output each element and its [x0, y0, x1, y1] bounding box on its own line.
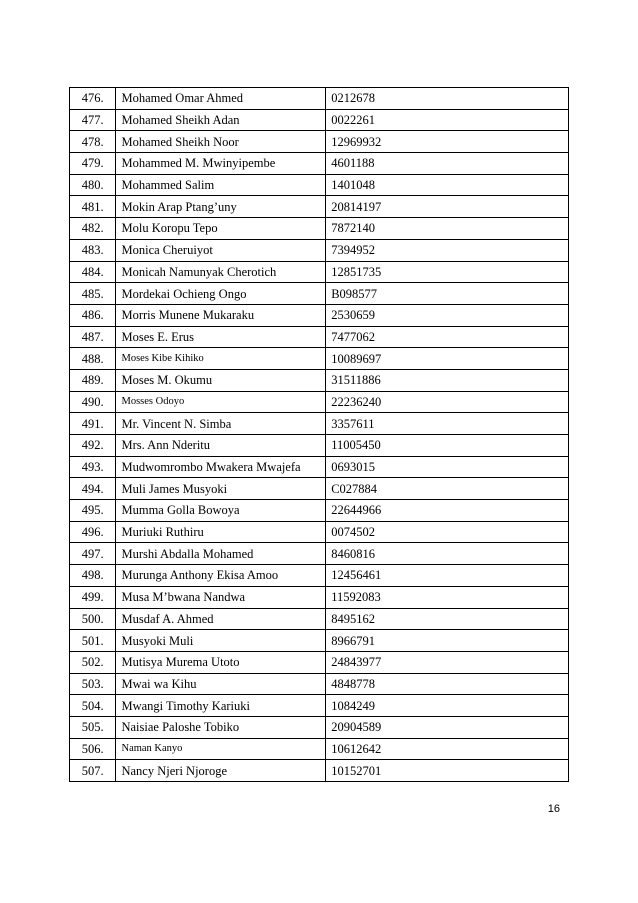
- person-name: Mordekai Ochieng Ongo: [116, 283, 326, 305]
- id-number: 8460816: [326, 543, 569, 565]
- id-number: 11005450: [326, 435, 569, 457]
- person-name: Mohamed Sheikh Adan: [116, 109, 326, 131]
- person-name: Mrs. Ann Nderitu: [116, 435, 326, 457]
- person-name: Monicah Namunyak Cherotich: [116, 261, 326, 283]
- table-row: [70, 283, 569, 305]
- table-row: [70, 651, 569, 673]
- row-number: 499.: [70, 586, 116, 608]
- person-name: Mumma Golla Bowoya: [116, 500, 326, 522]
- id-number: 1401048: [326, 174, 569, 196]
- id-number: 22236240: [326, 391, 569, 413]
- table-row: [70, 738, 569, 760]
- person-name: Muriuki Ruthiru: [116, 521, 326, 543]
- row-number: 487.: [70, 326, 116, 348]
- table-row: [70, 109, 569, 131]
- person-name: Moses Kibe Kihiko: [116, 348, 326, 370]
- person-name: Mokin Arap Ptang’uny: [116, 196, 326, 218]
- id-number: 0074502: [326, 521, 569, 543]
- id-number: 4601188: [326, 153, 569, 175]
- row-number: 493.: [70, 456, 116, 478]
- table-row: [70, 304, 569, 326]
- id-number: 22644966: [326, 500, 569, 522]
- row-number: 478.: [70, 131, 116, 153]
- row-number: 483.: [70, 239, 116, 261]
- id-number: 0212678: [326, 88, 569, 110]
- table-row: [70, 391, 569, 413]
- row-number: 490.: [70, 391, 116, 413]
- person-name: Moses M. Okumu: [116, 369, 326, 391]
- id-number: 12969932: [326, 131, 569, 153]
- id-number: 10612642: [326, 738, 569, 760]
- row-number: 491.: [70, 413, 116, 435]
- person-name: Mohamed Omar Ahmed: [116, 88, 326, 110]
- row-number: 485.: [70, 283, 116, 305]
- row-number: 481.: [70, 196, 116, 218]
- person-name: Mwangi Timothy Kariuki: [116, 695, 326, 717]
- person-name: Nancy Njeri Njoroge: [116, 760, 326, 782]
- person-name: Muli James Musyoki: [116, 478, 326, 500]
- id-number: 20904589: [326, 716, 569, 738]
- row-number: 484.: [70, 261, 116, 283]
- person-name: Murshi Abdalla Mohamed: [116, 543, 326, 565]
- id-number: 12456461: [326, 565, 569, 587]
- id-number: 11592083: [326, 586, 569, 608]
- table-row: [70, 131, 569, 153]
- person-name: Musdaf A. Ahmed: [116, 608, 326, 630]
- name-id-table: [69, 87, 569, 782]
- table-row: [70, 521, 569, 543]
- row-number: 489.: [70, 369, 116, 391]
- id-number: 2530659: [326, 304, 569, 326]
- table-row: [70, 543, 569, 565]
- person-name: Mwai wa Kihu: [116, 673, 326, 695]
- table-row: [70, 261, 569, 283]
- row-number: 498.: [70, 565, 116, 587]
- table-row: [70, 174, 569, 196]
- person-name: Mosses Odoyo: [116, 391, 326, 413]
- id-number: 4848778: [326, 673, 569, 695]
- table-row: [70, 630, 569, 652]
- id-number: 0693015: [326, 456, 569, 478]
- id-number: 10089697: [326, 348, 569, 370]
- table-row: [70, 695, 569, 717]
- id-number: C027884: [326, 478, 569, 500]
- table-row: [70, 348, 569, 370]
- table-row: [70, 586, 569, 608]
- id-number: 8966791: [326, 630, 569, 652]
- id-number: 12851735: [326, 261, 569, 283]
- row-number: 506.: [70, 738, 116, 760]
- table-row: [70, 760, 569, 782]
- table-row: [70, 153, 569, 175]
- table-row: [70, 88, 569, 110]
- person-name: Mutisya Murema Utoto: [116, 651, 326, 673]
- row-number: 482.: [70, 218, 116, 240]
- id-number: 1084249: [326, 695, 569, 717]
- row-number: 476.: [70, 88, 116, 110]
- row-number: 488.: [70, 348, 116, 370]
- row-number: 507.: [70, 760, 116, 782]
- row-number: 501.: [70, 630, 116, 652]
- id-number: 3357611: [326, 413, 569, 435]
- table-row: [70, 413, 569, 435]
- id-number: 20814197: [326, 196, 569, 218]
- table-row: [70, 608, 569, 630]
- person-name: Musa M’bwana Nandwa: [116, 586, 326, 608]
- row-number: 479.: [70, 153, 116, 175]
- page-number: 16: [547, 803, 560, 815]
- person-name: Mohammed Salim: [116, 174, 326, 196]
- row-number: 492.: [70, 435, 116, 457]
- row-number: 503.: [70, 673, 116, 695]
- id-number: B098577: [326, 283, 569, 305]
- row-number: 495.: [70, 500, 116, 522]
- table-row: [70, 716, 569, 738]
- id-number: 7477062: [326, 326, 569, 348]
- id-number: 10152701: [326, 760, 569, 782]
- table-row: [70, 435, 569, 457]
- row-number: 477.: [70, 109, 116, 131]
- person-name: Mohammed M. Mwinyipembe: [116, 153, 326, 175]
- table-row: [70, 565, 569, 587]
- table-row: [70, 673, 569, 695]
- person-name: Musyoki Muli: [116, 630, 326, 652]
- row-number: 505.: [70, 716, 116, 738]
- table-row: [70, 500, 569, 522]
- table-row: [70, 326, 569, 348]
- id-number: 7872140: [326, 218, 569, 240]
- person-name: Morris Munene Mukaraku: [116, 304, 326, 326]
- person-name: Molu Koropu Tepo: [116, 218, 326, 240]
- row-number: 497.: [70, 543, 116, 565]
- id-number: 24843977: [326, 651, 569, 673]
- id-number: 31511886: [326, 369, 569, 391]
- person-name: Moses E. Erus: [116, 326, 326, 348]
- id-number: 8495162: [326, 608, 569, 630]
- row-number: 496.: [70, 521, 116, 543]
- table-row: [70, 218, 569, 240]
- id-number: 7394952: [326, 239, 569, 261]
- row-number: 500.: [70, 608, 116, 630]
- table-row: [70, 456, 569, 478]
- row-number: 486.: [70, 304, 116, 326]
- row-number: 494.: [70, 478, 116, 500]
- id-number: 0022261: [326, 109, 569, 131]
- row-number: 504.: [70, 695, 116, 717]
- row-number: 480.: [70, 174, 116, 196]
- person-name: Mudwomrombo Mwakera Mwajefa: [116, 456, 326, 478]
- person-name: Mohamed Sheikh Noor: [116, 131, 326, 153]
- table-row: [70, 478, 569, 500]
- table-row: [70, 369, 569, 391]
- table-row: [70, 196, 569, 218]
- person-name: Naman Kanyo: [116, 738, 326, 760]
- person-name: Mr. Vincent N. Simba: [116, 413, 326, 435]
- person-name: Naisiae Paloshe Tobiko: [116, 716, 326, 738]
- person-name: Monica Cheruiyot: [116, 239, 326, 261]
- person-name: Murunga Anthony Ekisa Amoo: [116, 565, 326, 587]
- table-row: [70, 239, 569, 261]
- row-number: 502.: [70, 651, 116, 673]
